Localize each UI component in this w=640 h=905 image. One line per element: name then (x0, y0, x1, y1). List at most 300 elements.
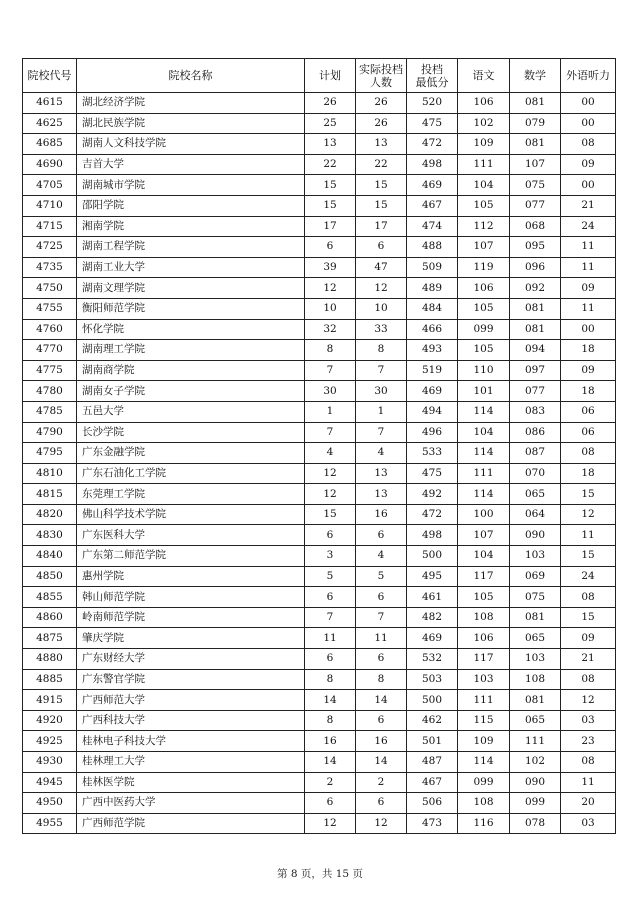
cell-code: 4930 (23, 752, 77, 773)
cell-actual: 6 (356, 710, 407, 731)
cell-code: 4755 (23, 298, 77, 319)
cell-name: 广东财经大学 (77, 649, 305, 670)
cell-plan: 4 (305, 443, 356, 464)
cell-code: 4815 (23, 484, 77, 505)
cell-plan: 16 (305, 731, 356, 752)
cell-actual: 14 (356, 690, 407, 711)
cell-plan: 12 (305, 484, 356, 505)
cell-plan: 6 (305, 237, 356, 258)
cell-name: 湖南工程学院 (77, 237, 305, 258)
table-row (23, 381, 616, 402)
cell-math: 075 (510, 175, 561, 196)
cell-name: 广东金融学院 (77, 443, 305, 464)
cell-actual: 10 (356, 298, 407, 319)
cell-code: 4760 (23, 319, 77, 340)
cell-listening: 11 (561, 257, 616, 278)
cell-listening: 09 (561, 360, 616, 381)
cell-min-score: 506 (407, 793, 458, 814)
cell-plan: 11 (305, 628, 356, 649)
cell-actual: 6 (356, 649, 407, 670)
cell-code: 4775 (23, 360, 77, 381)
cell-actual: 17 (356, 216, 407, 237)
header-actual (356, 59, 407, 93)
cell-chinese: 105 (458, 195, 510, 216)
cell-listening: 12 (561, 690, 616, 711)
cell-plan: 5 (305, 566, 356, 587)
cell-name: 五邑大学 (77, 401, 305, 422)
table-row (23, 237, 616, 258)
table-row (23, 257, 616, 278)
cell-math: 087 (510, 443, 561, 464)
cell-plan: 6 (305, 649, 356, 670)
header-min-score (407, 59, 458, 93)
cell-actual: 4 (356, 443, 407, 464)
table-row (23, 669, 616, 690)
cell-min-score: 489 (407, 278, 458, 299)
cell-code: 4945 (23, 772, 77, 793)
cell-chinese: 112 (458, 216, 510, 237)
cell-actual: 6 (356, 793, 407, 814)
cell-min-score: 467 (407, 195, 458, 216)
cell-actual: 4 (356, 546, 407, 567)
table-row (23, 731, 616, 752)
cell-name: 怀化学院 (77, 319, 305, 340)
cell-code: 4820 (23, 504, 77, 525)
header-math: 数学 (510, 59, 561, 93)
cell-plan: 8 (305, 340, 356, 361)
cell-math: 079 (510, 113, 561, 134)
cell-actual: 6 (356, 587, 407, 608)
cell-min-score: 475 (407, 113, 458, 134)
cell-listening: 11 (561, 298, 616, 319)
table-row (23, 484, 616, 505)
cell-math: 068 (510, 216, 561, 237)
cell-chinese: 105 (458, 298, 510, 319)
cell-plan: 6 (305, 587, 356, 608)
cell-chinese: 108 (458, 607, 510, 628)
cell-min-score: 474 (407, 216, 458, 237)
cell-chinese: 106 (458, 93, 510, 114)
table-row (23, 134, 616, 155)
cell-actual: 5 (356, 566, 407, 587)
cell-chinese: 117 (458, 649, 510, 670)
table-row (23, 546, 616, 567)
cell-chinese: 111 (458, 690, 510, 711)
cell-code: 4925 (23, 731, 77, 752)
cell-plan: 25 (305, 113, 356, 134)
table-row (23, 690, 616, 711)
table-row (23, 628, 616, 649)
cell-listening: 00 (561, 175, 616, 196)
cell-code: 4715 (23, 216, 77, 237)
cell-min-score: 519 (407, 360, 458, 381)
table-row (23, 195, 616, 216)
cell-listening: 20 (561, 793, 616, 814)
cell-min-score: 495 (407, 566, 458, 587)
cell-plan: 15 (305, 504, 356, 525)
table-body (23, 93, 616, 834)
cell-code: 4810 (23, 463, 77, 484)
table-row (23, 525, 616, 546)
cell-name: 衡阳师范学院 (77, 298, 305, 319)
cell-code: 4955 (23, 813, 77, 834)
cell-actual: 15 (356, 175, 407, 196)
cell-listening: 00 (561, 113, 616, 134)
cell-math: 099 (510, 793, 561, 814)
cell-code: 4735 (23, 257, 77, 278)
cell-listening: 00 (561, 93, 616, 114)
cell-chinese: 106 (458, 628, 510, 649)
cell-name: 岭南师范学院 (77, 607, 305, 628)
cell-min-score: 469 (407, 175, 458, 196)
cell-listening: 11 (561, 772, 616, 793)
cell-name: 湖南商学院 (77, 360, 305, 381)
cell-actual: 16 (356, 504, 407, 525)
table-row (23, 752, 616, 773)
cell-math: 103 (510, 649, 561, 670)
cell-plan: 13 (305, 134, 356, 155)
cell-math: 070 (510, 463, 561, 484)
cell-chinese: 109 (458, 731, 510, 752)
cell-listening: 12 (561, 504, 616, 525)
cell-chinese: 117 (458, 566, 510, 587)
cell-name: 桂林电子科技大学 (77, 731, 305, 752)
cell-listening: 06 (561, 422, 616, 443)
cell-chinese: 106 (458, 278, 510, 299)
cell-math: 090 (510, 772, 561, 793)
cell-name: 东莞理工学院 (77, 484, 305, 505)
cell-plan: 22 (305, 154, 356, 175)
cell-actual: 14 (356, 752, 407, 773)
cell-min-score: 501 (407, 731, 458, 752)
cell-name: 广西科技大学 (77, 710, 305, 731)
cell-listening: 15 (561, 607, 616, 628)
cell-chinese: 114 (458, 401, 510, 422)
header-plan: 计划 (305, 59, 356, 93)
cell-min-score: 496 (407, 422, 458, 443)
cell-code: 4885 (23, 669, 77, 690)
cell-name: 邵阳学院 (77, 195, 305, 216)
table-row (23, 319, 616, 340)
table-row (23, 93, 616, 114)
cell-code: 4920 (23, 710, 77, 731)
cell-code: 4850 (23, 566, 77, 587)
cell-math: 078 (510, 813, 561, 834)
cell-actual: 7 (356, 422, 407, 443)
cell-name: 桂林理工大学 (77, 752, 305, 773)
table-row (23, 401, 616, 422)
table-row (23, 463, 616, 484)
cell-math: 081 (510, 93, 561, 114)
cell-actual: 22 (356, 154, 407, 175)
cell-code: 4615 (23, 93, 77, 114)
cell-math: 097 (510, 360, 561, 381)
cell-code: 4875 (23, 628, 77, 649)
cell-code: 4855 (23, 587, 77, 608)
cell-listening: 03 (561, 710, 616, 731)
cell-math: 065 (510, 484, 561, 505)
cell-chinese: 109 (458, 134, 510, 155)
cell-actual: 13 (356, 484, 407, 505)
cell-listening: 06 (561, 401, 616, 422)
cell-chinese: 111 (458, 154, 510, 175)
cell-min-score: 473 (407, 813, 458, 834)
cell-chinese: 108 (458, 793, 510, 814)
cell-min-score: 472 (407, 134, 458, 155)
cell-min-score: 487 (407, 752, 458, 773)
cell-min-score: 520 (407, 93, 458, 114)
cell-math: 095 (510, 237, 561, 258)
table-row (23, 772, 616, 793)
header-actual-line2: 人数 (370, 75, 392, 89)
cell-chinese: 105 (458, 340, 510, 361)
cell-name: 湖南人文科技学院 (77, 134, 305, 155)
table-row (23, 793, 616, 814)
cell-math: 065 (510, 628, 561, 649)
cell-code: 4685 (23, 134, 77, 155)
cell-chinese: 101 (458, 381, 510, 402)
cell-name: 广西中医药大学 (77, 793, 305, 814)
cell-chinese: 119 (458, 257, 510, 278)
cell-plan: 10 (305, 298, 356, 319)
cell-min-score: 494 (407, 401, 458, 422)
cell-min-score: 509 (407, 257, 458, 278)
cell-actual: 8 (356, 340, 407, 361)
cell-actual: 7 (356, 360, 407, 381)
cell-min-score: 466 (407, 319, 458, 340)
cell-name: 佛山科学技术学院 (77, 504, 305, 525)
cell-min-score: 472 (407, 504, 458, 525)
cell-listening: 09 (561, 154, 616, 175)
cell-plan: 7 (305, 360, 356, 381)
cell-listening: 23 (561, 731, 616, 752)
cell-name: 肇庆学院 (77, 628, 305, 649)
cell-listening: 11 (561, 525, 616, 546)
cell-actual: 13 (356, 463, 407, 484)
cell-chinese: 104 (458, 422, 510, 443)
table-row (23, 278, 616, 299)
cell-name: 广东第二师范学院 (77, 546, 305, 567)
cell-name: 湖北经济学院 (77, 93, 305, 114)
cell-actual: 2 (356, 772, 407, 793)
cell-listening: 15 (561, 546, 616, 567)
cell-min-score: 498 (407, 154, 458, 175)
cell-min-score: 500 (407, 690, 458, 711)
cell-listening: 21 (561, 649, 616, 670)
cell-plan: 12 (305, 463, 356, 484)
cell-min-score: 461 (407, 587, 458, 608)
cell-chinese: 104 (458, 175, 510, 196)
cell-chinese: 116 (458, 813, 510, 834)
cell-plan: 15 (305, 175, 356, 196)
cell-math: 081 (510, 134, 561, 155)
cell-chinese: 102 (458, 113, 510, 134)
cell-math: 102 (510, 752, 561, 773)
table-row (23, 360, 616, 381)
cell-listening: 21 (561, 195, 616, 216)
cell-actual: 1 (356, 401, 407, 422)
cell-math: 103 (510, 546, 561, 567)
cell-plan: 8 (305, 710, 356, 731)
cell-actual: 11 (356, 628, 407, 649)
cell-plan: 17 (305, 216, 356, 237)
cell-plan: 3 (305, 546, 356, 567)
cell-listening: 08 (561, 752, 616, 773)
cell-math: 086 (510, 422, 561, 443)
table-row (23, 340, 616, 361)
table-row (23, 298, 616, 319)
cell-listening: 11 (561, 237, 616, 258)
table-row (23, 813, 616, 834)
cell-actual: 6 (356, 237, 407, 258)
cell-code: 4860 (23, 607, 77, 628)
cell-code: 4790 (23, 422, 77, 443)
table-row (23, 649, 616, 670)
cell-actual: 8 (356, 669, 407, 690)
cell-plan: 7 (305, 422, 356, 443)
cell-math: 077 (510, 195, 561, 216)
cell-plan: 26 (305, 93, 356, 114)
cell-name: 桂林医学院 (77, 772, 305, 793)
cell-math: 090 (510, 525, 561, 546)
cell-listening: 24 (561, 566, 616, 587)
cell-min-score: 482 (407, 607, 458, 628)
cell-min-score: 493 (407, 340, 458, 361)
cell-plan: 39 (305, 257, 356, 278)
cell-actual: 7 (356, 607, 407, 628)
cell-math: 069 (510, 566, 561, 587)
table-row (23, 710, 616, 731)
cell-plan: 8 (305, 669, 356, 690)
cell-listening: 08 (561, 134, 616, 155)
cell-actual: 47 (356, 257, 407, 278)
cell-listening: 18 (561, 340, 616, 361)
cell-math: 092 (510, 278, 561, 299)
cell-chinese: 110 (458, 360, 510, 381)
cell-plan: 1 (305, 401, 356, 422)
cell-plan: 32 (305, 319, 356, 340)
cell-listening: 00 (561, 319, 616, 340)
cell-code: 4950 (23, 793, 77, 814)
cell-math: 111 (510, 731, 561, 752)
header-row (23, 59, 616, 93)
cell-code: 4880 (23, 649, 77, 670)
cell-actual: 26 (356, 113, 407, 134)
cell-name: 韩山师范学院 (77, 587, 305, 608)
cell-code: 4710 (23, 195, 77, 216)
cell-math: 081 (510, 319, 561, 340)
cell-chinese: 099 (458, 772, 510, 793)
cell-min-score: 503 (407, 669, 458, 690)
cell-plan: 15 (305, 195, 356, 216)
cell-min-score: 492 (407, 484, 458, 505)
cell-name: 广西师范学院 (77, 813, 305, 834)
cell-name: 湘南学院 (77, 216, 305, 237)
cell-plan: 7 (305, 607, 356, 628)
cell-name: 惠州学院 (77, 566, 305, 587)
cell-name: 广东警官学院 (77, 669, 305, 690)
cell-code: 4795 (23, 443, 77, 464)
cell-math: 108 (510, 669, 561, 690)
header-name: 院校名称 (77, 59, 305, 93)
cell-chinese: 107 (458, 525, 510, 546)
cell-math: 081 (510, 607, 561, 628)
cell-name: 湖南女子学院 (77, 381, 305, 402)
cell-min-score: 484 (407, 298, 458, 319)
cell-actual: 12 (356, 278, 407, 299)
header-chinese: 语文 (458, 59, 510, 93)
cell-name: 长沙学院 (77, 422, 305, 443)
cell-min-score: 532 (407, 649, 458, 670)
cell-chinese: 104 (458, 546, 510, 567)
cell-chinese: 111 (458, 463, 510, 484)
cell-min-score: 488 (407, 237, 458, 258)
table-row (23, 216, 616, 237)
cell-name: 湖北民族学院 (77, 113, 305, 134)
cell-listening: 18 (561, 381, 616, 402)
cell-chinese: 103 (458, 669, 510, 690)
cell-listening: 15 (561, 484, 616, 505)
cell-listening: 24 (561, 216, 616, 237)
cell-actual: 16 (356, 731, 407, 752)
cell-plan: 6 (305, 793, 356, 814)
cell-listening: 03 (561, 813, 616, 834)
cell-math: 064 (510, 504, 561, 525)
cell-listening: 08 (561, 587, 616, 608)
header-code: 院校代号 (23, 59, 77, 93)
cell-listening: 08 (561, 669, 616, 690)
table-row (23, 443, 616, 464)
cell-code: 4725 (23, 237, 77, 258)
cell-actual: 15 (356, 195, 407, 216)
cell-math: 075 (510, 587, 561, 608)
cell-min-score: 469 (407, 381, 458, 402)
cell-chinese: 100 (458, 504, 510, 525)
cell-min-score: 533 (407, 443, 458, 464)
cell-chinese: 114 (458, 484, 510, 505)
cell-actual: 26 (356, 93, 407, 114)
cell-math: 107 (510, 154, 561, 175)
cell-plan: 14 (305, 690, 356, 711)
cell-name: 湖南城市学院 (77, 175, 305, 196)
cell-name: 广东医科大学 (77, 525, 305, 546)
cell-math: 081 (510, 690, 561, 711)
cell-name: 吉首大学 (77, 154, 305, 175)
cell-chinese: 114 (458, 443, 510, 464)
cell-min-score: 469 (407, 628, 458, 649)
admission-table-sheet (22, 58, 615, 834)
cell-min-score: 500 (407, 546, 458, 567)
cell-math: 081 (510, 298, 561, 319)
cell-name: 广西师范大学 (77, 690, 305, 711)
cell-plan: 30 (305, 381, 356, 402)
cell-math: 065 (510, 710, 561, 731)
cell-min-score: 475 (407, 463, 458, 484)
cell-code: 4780 (23, 381, 77, 402)
page-footer: 第 8 页，共 15 页 (277, 868, 363, 880)
cell-listening: 18 (561, 463, 616, 484)
cell-code: 4770 (23, 340, 77, 361)
table-row (23, 422, 616, 443)
cell-math: 094 (510, 340, 561, 361)
table-row (23, 154, 616, 175)
table-row (23, 587, 616, 608)
cell-code: 4840 (23, 546, 77, 567)
header-min-line1: 投档 (421, 62, 443, 76)
table-row (23, 175, 616, 196)
cell-actual: 13 (356, 134, 407, 155)
cell-min-score: 462 (407, 710, 458, 731)
